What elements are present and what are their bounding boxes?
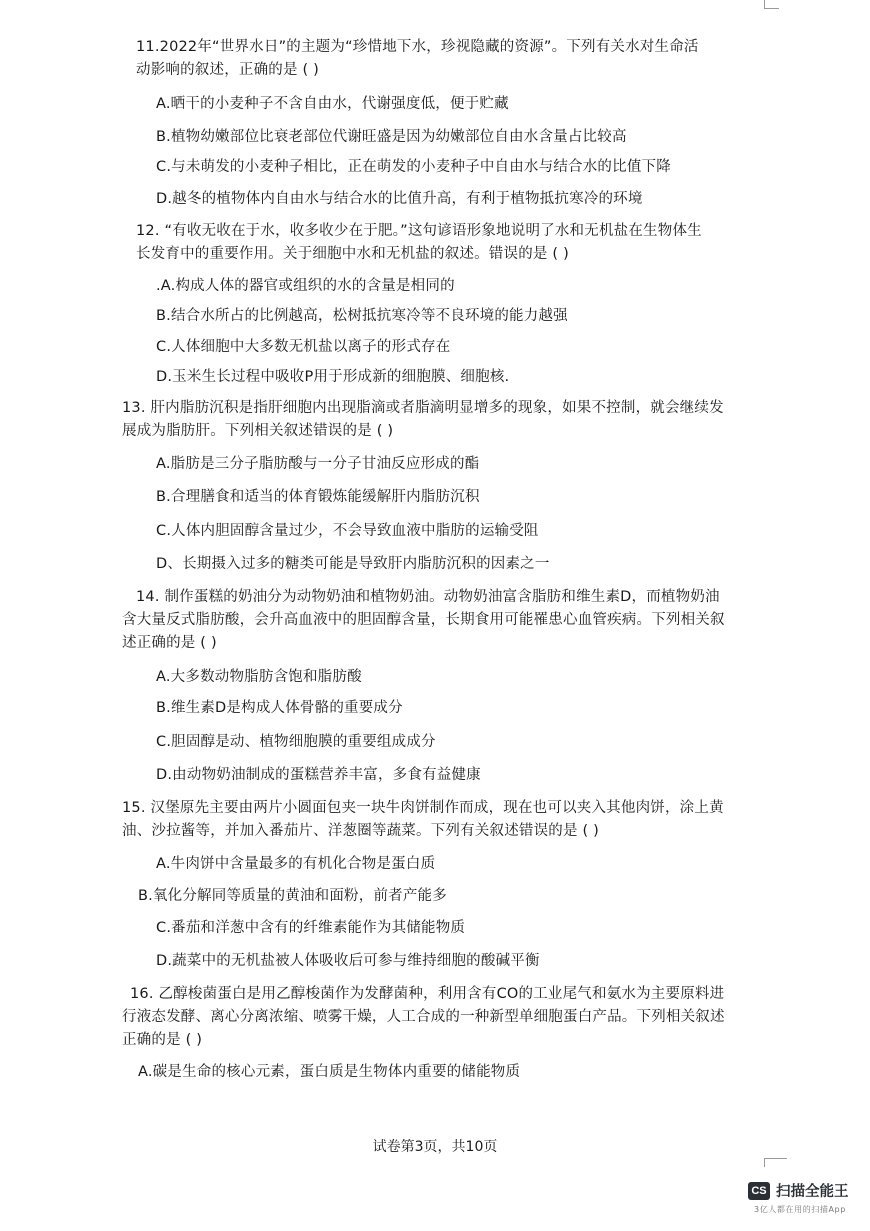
stem-line: 11.2022年“世界水日”的主题为“珍惜地下水，珍视隐藏的资源”。下列有关水对生命活: [136, 39, 699, 55]
question-11-option-d: D.越冬的植物体内自由水与结合水的比值升高，有利于植物抵抗寒冷的环境: [156, 191, 643, 207]
stem-line: 16. 乙醇梭菌蛋白是用乙醇梭菌作为发酵菌种，利用含有CO的工业尾气和氨水为主要原料进: [130, 986, 725, 1002]
question-13-stem: [122, 397, 724, 443]
page-footer: 试卷第3页，共10页: [372, 1139, 498, 1155]
stem-line: 14. 制作蛋糕的奶油分为动物奶油和植物奶油。动物奶油富含脂肪和维生素D，而植物奶油: [136, 589, 720, 605]
question-13-option-b: B.合理膳食和适当的体育锻炼能缓解肝内脂肪沉积: [156, 489, 480, 505]
stem-line: 含大量反式脂肪酸，会升高血液中的胆固醇含量，长期食用可能罹患心血管疾病。下列相关叙: [122, 612, 725, 628]
watermark-tagline: 3亿人都在用的扫描App: [754, 1205, 846, 1214]
stem-line: 正确的是 ( ): [122, 1032, 203, 1048]
question-13-option-c: C.人体内胆固醇含量过少，不会导致血液中脂肪的运输受阻: [156, 523, 539, 539]
question-13-option-d: D、长期摄入过多的糖类可能是导致肝内脂肪沉积的因素之一: [156, 556, 550, 572]
question-11-option-a: A.晒干的小麦种子不含自由水，代谢强度低，便于贮藏: [156, 96, 509, 112]
watermark-name: 扫描全能王: [776, 1184, 849, 1200]
question-14-option-c: C.胆固醇是动、植物细胞膜的重要组成成分: [156, 734, 436, 750]
question-15-option-d: D.蔬菜中的无机盐被人体吸收后可参与维持细胞的酸碱平衡: [156, 953, 540, 969]
question-15-stem: [122, 797, 724, 843]
question-12-option-b: B.结合水所占的比例越高，松树抵抗寒冷等不良环境的能力越强: [156, 308, 568, 324]
scanner-watermark: [748, 1180, 858, 1220]
stem-line: 动影响的叙述，正确的是 ( ): [136, 62, 320, 78]
question-12-option-d: D.玉米生长过程中吸收P用于形成新的细胞膜、细胞核.: [156, 369, 510, 385]
question-12-option-a: .A.构成人体的器官或组织的水的含量是相同的: [156, 278, 455, 294]
stem-line: 15. 汉堡原先主要由两片小圆面包夹一块牛肉饼制作而成，现在也可以夹入其他肉饼，涂上黄: [122, 800, 724, 816]
question-14-option-b: B.维生素D是构成人体骨骼的重要成分: [156, 700, 403, 716]
stem-line: 长发育中的重要作用。关于细胞中水和无机盐的叙述。错误的是 ( ): [136, 246, 569, 262]
stem-line: 展成为脂肪肝。下列相关叙述错误的是 ( ): [122, 423, 394, 439]
question-16-option-a: A.碳是生命的核心元素，蛋白质是生物体内重要的储能物质: [138, 1064, 521, 1080]
stem-line: 12. “有收无收在于水，收多收少在于肥。”这句谚语形象地说明了水和无机盐在生物体生: [136, 223, 702, 239]
question-14-stem: [122, 586, 725, 655]
question-11-stem: [136, 36, 699, 82]
question-12-stem: [136, 220, 702, 266]
stem-line: 13. 肝内脂肪沉积是指肝细胞内出现脂滴或者脂滴明显增多的现象，如果不控制，就会继续发: [122, 400, 724, 416]
camscanner-logo-icon: CS: [748, 1182, 770, 1200]
question-16-stem: [122, 983, 725, 1052]
question-15-option-b: B.氧化分解同等质量的黄油和面粉，前者产能多: [138, 888, 447, 904]
question-11-option-b: B.植物幼嫩部位比衰老部位代谢旺盛是因为幼嫩部位自由水含量占比较高: [156, 129, 627, 145]
question-13-option-a: A.脂肪是三分子脂肪酸与一分子甘油反应形成的酯: [156, 456, 480, 472]
stem-line: 油、沙拉酱等，并加入番茄片、洋葱圈等蔬菜。下列有关叙述错误的是 ( ): [122, 823, 600, 839]
stem-line: 行液态发酵、离心分离浓缩、喷雾干燥，人工合成的一种新型单细胞蛋白产品。下列相关叙述: [122, 1009, 725, 1025]
crop-mark-top-right: [764, 0, 779, 9]
question-12-option-c: C.人体细胞中大多数无机盐以离子的形式存在: [156, 339, 451, 355]
crop-mark-bottom-right: [764, 1158, 787, 1167]
stem-line: 述正确的是 ( ): [122, 635, 217, 651]
question-15-option-a: A.牛肉饼中含量最多的有机化合物是蛋白质: [156, 856, 436, 872]
question-14-option-d: D.由动物奶油制成的蛋糕营养丰富，多食有益健康: [156, 767, 481, 783]
question-15-option-c: C.番茄和洋葱中含有的纤维素能作为其储能物质: [156, 920, 466, 936]
question-14-option-a: A.大多数动物脂肪含饱和脂肪酸: [156, 669, 362, 685]
question-11-option-c: C.与未萌发的小麦种子相比，正在萌发的小麦种子中自由水与结合水的比值下降: [156, 159, 671, 175]
